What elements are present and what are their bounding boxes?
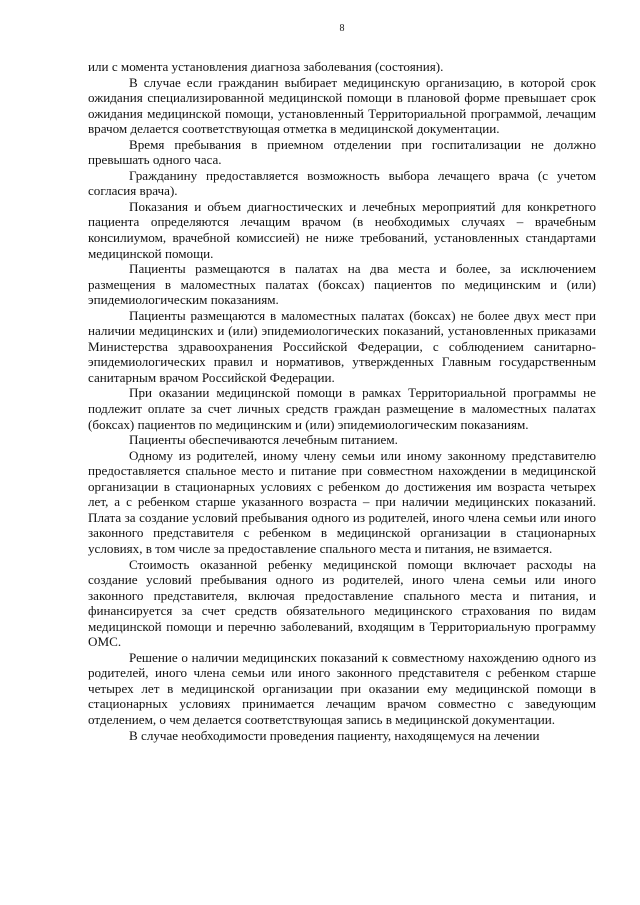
paragraph-payment: При оказании медицинской помощи в рамках Территориальной программы не подлежит оплате за счет личных средств граждан размещение в маломестных палатах (боксах) пациентов по медицинским и (или) эпидемиологическим показаниям. — [88, 385, 596, 432]
paragraph-cost: Стоимость оказанной ребенку медицинской помощи включает расходы на создание условий пребывания одного из родителей, иного члена семьи или иного законного представителя, включая предоставление спального места и питания, и финансируется за счет средств обязательного медицинского страхования по видам медицинской помощи и перечню заболеваний, входящим в Территориальную программу ОМС. — [88, 556, 596, 650]
paragraph-doctor-choice: Гражданину предоставляется возможность выбора лечащего врача (с учетом согласия врача). — [88, 167, 596, 199]
paragraph-parent-stay: Одному из родителей, иному члену семьи или иному законному представителю предоставляется спальное место и питание при совместном нахождении в медицинской организации в стационарных условиях с ребенком до достижения им возраста четырех лет, а с ребенком старше указанного возраста – при наличии медицинских показаний. Плата за создание условий пребывания одного из родителей, иного члена семьи или иного законного представителя с ребенком в медицинской организации в стационарных условиях, в том числе за предоставление спального места и питания, не взимается. — [88, 447, 596, 556]
paragraph-decision: Решение о наличии медицинских показаний к совместному нахождению одного из родителей, иного члена семьи или иного законного представителя с ребенком старше четырех лет в медицинской организации при оказании ему медицинской помощи в стационарных условиях принимается лечащим врачом совместно с заведующим отделением, о чем делается соответствующая запись в медицинской документации. — [88, 649, 596, 727]
page-number: 8 — [339, 23, 345, 34]
paragraph-clinic-choice: В случае если гражданин выбирает медицинскую организацию, в которой срок ожидания специализированной медицинской помощи в плановой форме превышает срок ожидания медицинской помощи, установленный Территориальной программой, лечащим врачом делается соответствующая отметка в медицинской документации. — [88, 74, 596, 137]
document-page — [88, 22, 596, 897]
paragraph-continuation: или с момента установления диагноза заболевания (состояния). — [88, 59, 444, 74]
paragraph-admission-time: Время пребывания в приемном отделении при госпитализации не должно превышать одного часа. — [88, 136, 596, 168]
document-body — [88, 59, 596, 743]
paragraph-small-wards: Пациенты размещаются в маломестных палатах (боксах) не более двух мест при наличии медицинских и (или) эпидемиологических показаний, установленных приказами Министерства здравоохранения Российской Федерации, с соблюдением санитарно-эпидемиологических правил и нормативов, утвержденных Главным государственным санитарным врачом Российской Федерации. — [88, 307, 596, 385]
paragraph-nutrition: Пациенты обеспечиваются лечебным питанием. — [129, 432, 398, 448]
paragraph-necessity: В случае необходимости проведения пациенту, находящемуся на лечении — [129, 727, 540, 743]
paragraph-ward-placement: Пациенты размещаются в палатах на два места и более, за исключением размещения в маломестных палатах (боксах) пациентов по медицинским и (или) эпидемиологическим показаниям. — [88, 261, 596, 308]
paragraph-indications: Показания и объем диагностических и лечебных мероприятий для конкретного пациента определяются лечащим врачом (в необходимых случаях – врачебным консилиумом, врачебной комиссией) не ниже требований, установленных стандартами медицинской помощи. — [88, 198, 596, 261]
